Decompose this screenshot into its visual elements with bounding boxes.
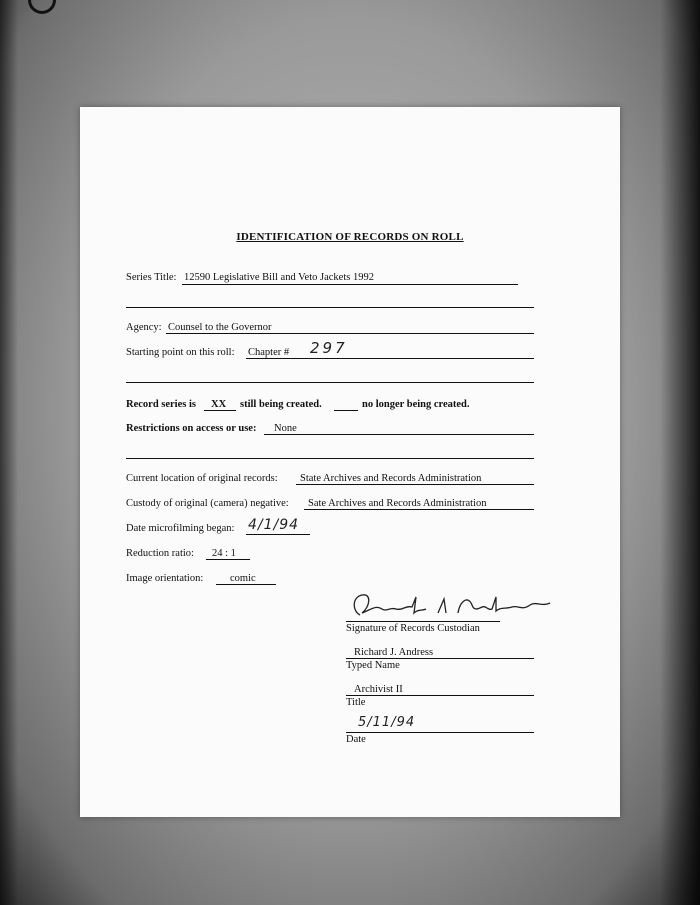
no-longer-label: no longer being created. — [362, 399, 470, 410]
scan-right-edge-shadow — [660, 0, 700, 905]
typed-name-line — [346, 658, 534, 659]
title-value: Archivist II — [354, 684, 403, 695]
date-began-label: Date microfilming began: — [126, 523, 235, 534]
restrictions-line — [264, 434, 534, 435]
current-location-label: Current location of original records: — [126, 473, 278, 484]
records-form-sheet — [80, 107, 620, 817]
still-created-blank — [204, 410, 236, 411]
typed-name-label: Typed Name — [346, 660, 400, 671]
starting-point-line-2 — [126, 382, 534, 383]
restrictions-label: Restrictions on access or use: — [126, 423, 257, 434]
signature-line — [346, 621, 500, 622]
starting-point-label: Starting point on this roll: — [126, 347, 235, 358]
current-location-line — [296, 484, 534, 485]
agency-label: Agency: — [126, 322, 162, 333]
series-title-label: Series Title: — [126, 272, 177, 283]
orientation-value: comic — [230, 573, 256, 584]
restrictions-line-2 — [126, 458, 534, 459]
series-title-line-2 — [126, 307, 534, 308]
starting-point-line — [246, 358, 534, 359]
reduction-value: 24 : 1 — [212, 548, 236, 559]
date-began-handwritten: 4/1/94 — [248, 517, 300, 533]
current-location-value: State Archives and Records Administration — [300, 473, 482, 484]
corner-pen-mark — [28, 0, 56, 14]
scan-left-edge-shadow — [0, 0, 18, 905]
series-title-value: 12590 Legislative Bill and Veto Jackets 1992 — [184, 272, 374, 283]
still-created-label: still being created. — [240, 399, 322, 410]
no-longer-blank — [334, 410, 358, 411]
starting-point-value: Chapter # — [248, 347, 290, 358]
date-label: Date — [346, 734, 366, 745]
custodian-signature — [346, 591, 556, 621]
record-series-label: Record series is — [126, 399, 196, 410]
typed-name-value: Richard J. Andress — [354, 647, 434, 658]
date-line — [346, 732, 534, 733]
date-began-line — [246, 534, 310, 535]
orientation-label: Image orientation: — [126, 573, 204, 584]
series-title-line — [182, 284, 518, 285]
custody-line — [304, 509, 534, 510]
custody-label: Custody of original (camera) negative: — [126, 498, 289, 509]
still-created-mark: XX — [211, 399, 227, 410]
form-title: IDENTIFICATION OF RECORDS ON ROLL — [236, 231, 464, 243]
restrictions-value: None — [274, 423, 297, 434]
reduction-line — [206, 559, 250, 560]
agency-value: Counsel to the Governor — [168, 322, 272, 333]
date-handwritten: 5/11/94 — [358, 715, 416, 730]
agency-line — [166, 333, 534, 334]
orientation-line — [216, 584, 276, 585]
reduction-label: Reduction ratio: — [126, 548, 194, 559]
custody-value: Sate Archives and Records Administration — [308, 498, 487, 509]
title-label: Title — [346, 697, 366, 708]
signature-label: Signature of Records Custodian — [346, 623, 480, 634]
title-line — [346, 695, 534, 696]
starting-point-handwritten: 297 — [310, 339, 348, 357]
